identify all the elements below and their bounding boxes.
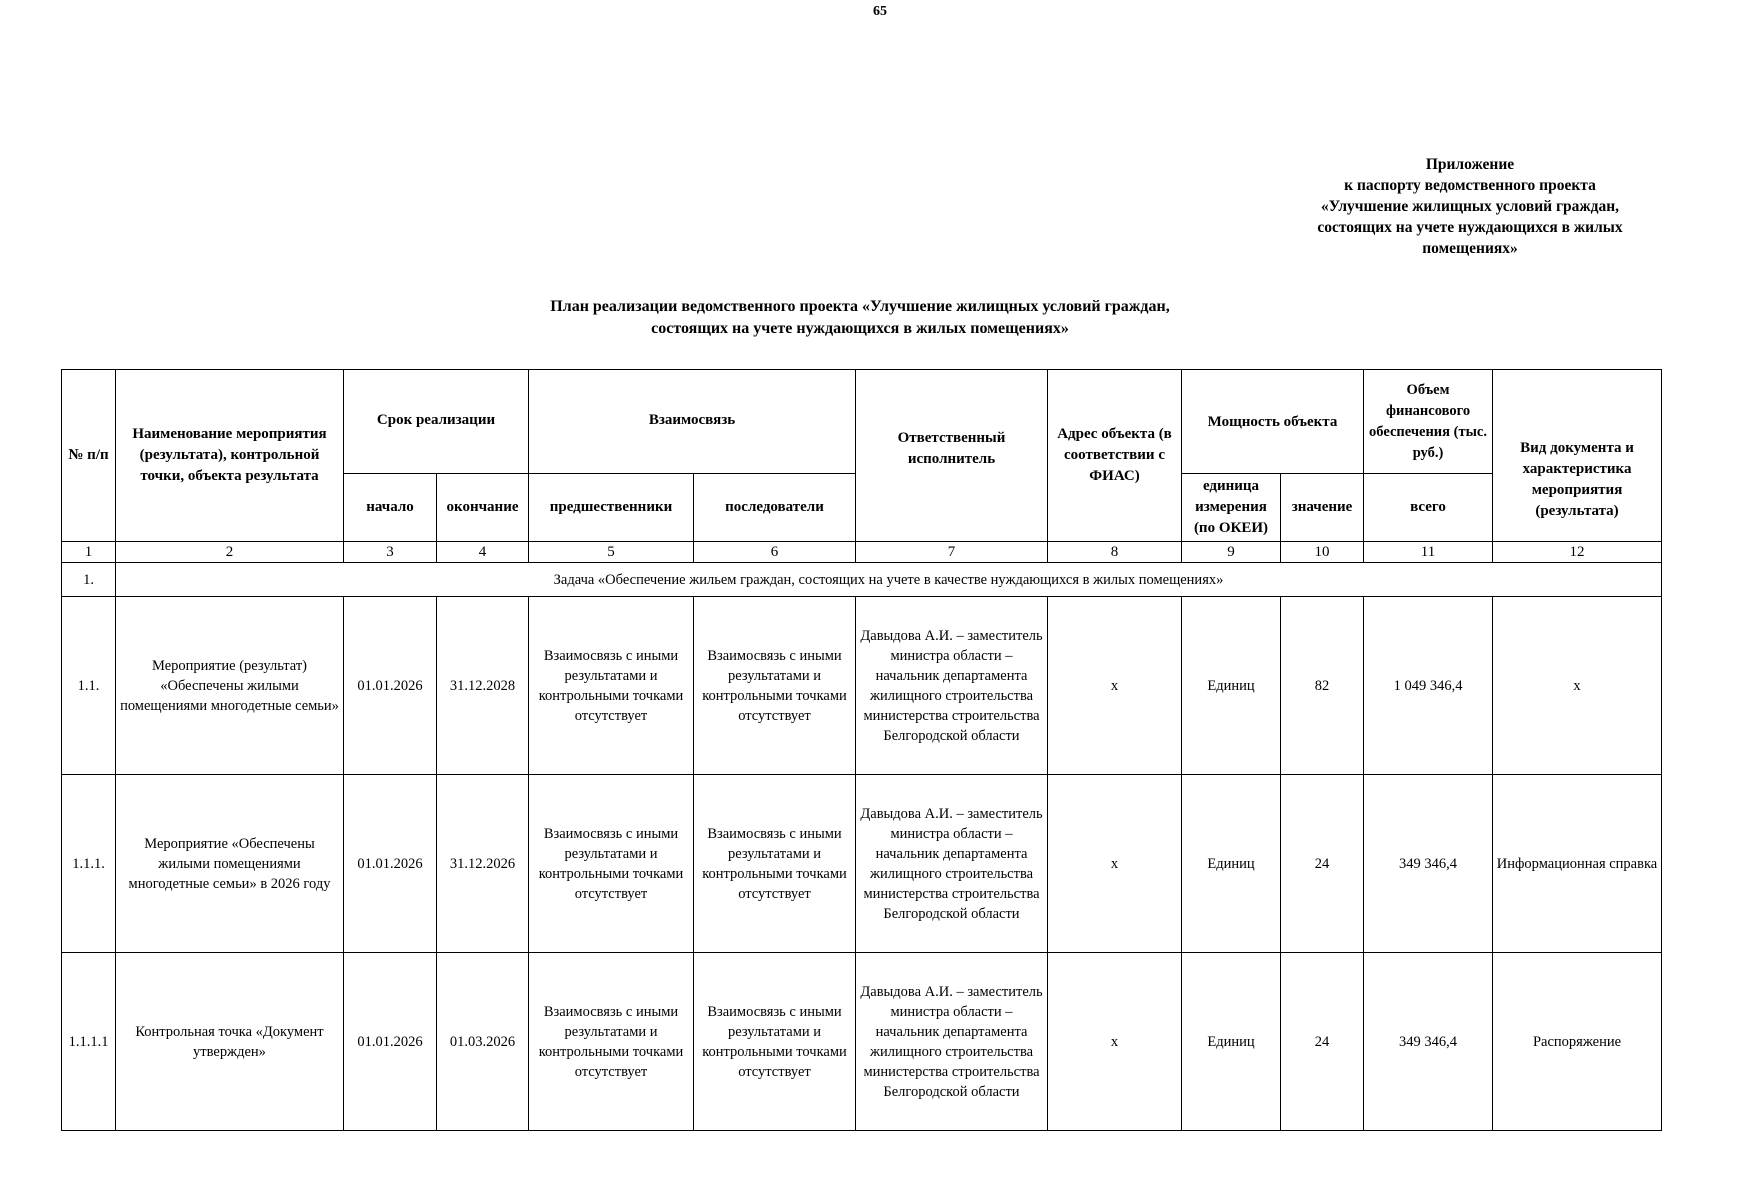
row-responsible: Давыдова А.И. – заместитель министра области – начальник департамента жилищного строительства министерства строительства Белгородской области [856, 775, 1048, 953]
row-value: 24 [1281, 953, 1364, 1131]
header-capacity: Мощность объекта [1182, 370, 1364, 474]
row-end: 31.12.2028 [437, 597, 529, 775]
column-number: 8 [1048, 542, 1182, 563]
row-value: 24 [1281, 775, 1364, 953]
row-start: 01.01.2026 [344, 597, 437, 775]
page-number: 65 [873, 4, 887, 19]
column-number: 12 [1493, 542, 1662, 563]
row-value: 82 [1281, 597, 1364, 775]
row-name: Мероприятие «Обеспечены жилыми помещениями многодетные семьи» в 2026 году [116, 775, 344, 953]
row-num: 1.1.1.1 [62, 953, 116, 1131]
row-doc: х [1493, 597, 1662, 775]
row-num: 1.1.1. [62, 775, 116, 953]
row-responsible: Давыдова А.И. – заместитель министра области – начальник департамента жилищного строительства министерства строительства Белгородской области [856, 953, 1048, 1131]
row-doc: Информационная справка [1493, 775, 1662, 953]
appendix-line: Приложение [1425, 156, 1515, 173]
row-address: х [1048, 597, 1182, 775]
row-prev: Взаимосвязь с иными результатами и контрольными точками отсутствует [529, 775, 694, 953]
plan-title [0, 296, 1720, 340]
row-prev: Взаимосвязь с иными результатами и контрольными точками отсутствует [529, 953, 694, 1131]
header-finance-total: всего [1364, 474, 1493, 542]
header-name: Наименование мероприятия (результата), контрольной точки, объекта результата [116, 370, 344, 542]
row-address: х [1048, 775, 1182, 953]
appendix-line: «Улучшение жилищных условий граждан, [1320, 198, 1620, 215]
header-responsible: Ответственный исполнитель [856, 370, 1048, 542]
column-number: 9 [1182, 542, 1281, 563]
table-row [62, 597, 1662, 775]
column-number: 7 [856, 542, 1048, 563]
header-finance: Объем финансового обеспечения (тыс. руб.) [1364, 370, 1493, 474]
row-responsible: Давыдова А.И. – заместитель министра области – начальник департамента жилищного строительства министерства строительства Белгородской области [856, 597, 1048, 775]
column-number-row [62, 542, 1662, 563]
header-row [62, 370, 1662, 474]
column-number: 6 [694, 542, 856, 563]
appendix-block [1290, 154, 1650, 259]
appendix-line: помещениях» [1422, 240, 1518, 257]
row-next: Взаимосвязь с иными результатами и контрольными точками отсутствует [694, 775, 856, 953]
row-end: 01.03.2026 [437, 953, 529, 1131]
row-address: х [1048, 953, 1182, 1131]
column-number: 10 [1281, 542, 1364, 563]
row-unit: Единиц [1182, 953, 1281, 1131]
table-row [62, 953, 1662, 1131]
row-finance: 349 346,4 [1364, 953, 1493, 1131]
appendix-line: состоящих на учете нуждающихся в жилых [1317, 219, 1623, 236]
header-capacity-value: значение [1281, 474, 1364, 542]
plan-table [61, 369, 1662, 1131]
row-prev: Взаимосвязь с иными результатами и контрольными точками отсутствует [529, 597, 694, 775]
header-address: Адрес объекта (в соответствии с ФИАС) [1048, 370, 1182, 542]
column-number: 3 [344, 542, 437, 563]
appendix-line: к паспорту ведомственного проекта [1344, 177, 1596, 194]
plan-title-line: План реализации ведомственного проекта «Улучшение жилищных условий граждан, [550, 298, 1170, 315]
header-capacity-unit: единица измерения (по ОКЕИ) [1182, 474, 1281, 542]
task-num: 1. [62, 563, 116, 597]
header-doc: Вид документа и характеристика мероприятия (результата) [1493, 370, 1662, 542]
header-term-start: начало [344, 474, 437, 542]
row-unit: Единиц [1182, 597, 1281, 775]
column-number: 5 [529, 542, 694, 563]
row-name: Контрольная точка «Документ утвержден» [116, 953, 344, 1131]
row-finance: 349 346,4 [1364, 775, 1493, 953]
row-finance: 1 049 346,4 [1364, 597, 1493, 775]
plan-title-line: состоящих на учете нуждающихся в жилых помещениях» [651, 320, 1069, 337]
header-link: Взаимосвязь [529, 370, 856, 474]
column-number: 11 [1364, 542, 1493, 563]
task-row [62, 563, 1662, 597]
row-unit: Единиц [1182, 775, 1281, 953]
row-doc: Распоряжение [1493, 953, 1662, 1131]
column-number: 1 [62, 542, 116, 563]
row-next: Взаимосвязь с иными результатами и контрольными точками отсутствует [694, 953, 856, 1131]
header-link-prev: предшественники [529, 474, 694, 542]
column-number: 4 [437, 542, 529, 563]
column-number: 2 [116, 542, 344, 563]
row-start: 01.01.2026 [344, 953, 437, 1131]
header-link-next: последователи [694, 474, 856, 542]
row-end: 31.12.2026 [437, 775, 529, 953]
table-row [62, 775, 1662, 953]
row-start: 01.01.2026 [344, 775, 437, 953]
row-name: Мероприятие (результат) «Обеспечены жилыми помещениями многодетные семьи» [116, 597, 344, 775]
header-term: Срок реализации [344, 370, 529, 474]
task-text: Задача «Обеспечение жильем граждан, состоящих на учете в качестве нуждающихся в жилых помещениях» [116, 563, 1662, 597]
row-num: 1.1. [62, 597, 116, 775]
header-num: № п/п [62, 370, 116, 542]
row-next: Взаимосвязь с иными результатами и контрольными точками отсутствует [694, 597, 856, 775]
header-term-end: окончание [437, 474, 529, 542]
